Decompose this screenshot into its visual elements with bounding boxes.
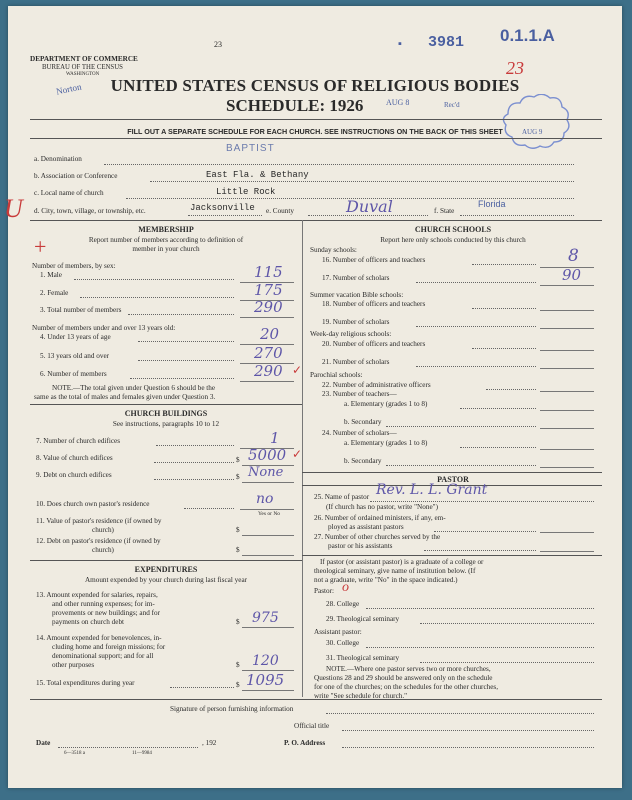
q20-answer-line (540, 350, 594, 351)
membership-note-2: same as the total of males and females given under Question 3. (34, 393, 216, 401)
q13-label-3: provements or new buildings; and for (52, 609, 160, 617)
final-note-1: NOTE.—Where one pastor serves two or more churches, (326, 665, 491, 673)
q15-answer-line (242, 690, 294, 691)
q24a-dots (460, 447, 536, 448)
stamp-number: 3981 (428, 34, 465, 51)
q14-label-4: other purposes (52, 661, 95, 669)
divider-top (30, 119, 602, 120)
q10-answer-line (240, 509, 294, 510)
q24b-label: b. Secondary (344, 457, 382, 465)
q17-value: 90 (562, 266, 582, 284)
q9-dollar: $ (236, 473, 240, 481)
q21-label: 21. Number of scholars (322, 358, 390, 366)
local-name-label: c. Local name of church (34, 189, 104, 197)
q15-label: 15. Total expenditures during year (36, 679, 135, 687)
schools-heading: CHURCH SCHOOLS (414, 225, 492, 234)
q27-dots (424, 550, 536, 551)
state-value: Florida (478, 199, 506, 209)
q30-label: 30. College (326, 639, 360, 647)
signature-label: Signature of person furnishing information (170, 705, 294, 713)
census-schedule-sheet (4, 6, 622, 788)
q1-dots (74, 279, 234, 280)
q2-value: 175 (254, 281, 283, 299)
q18-label: 18. Number of officers and teachers (322, 300, 426, 308)
q14-label-3: denominational support; and for all (52, 652, 154, 660)
q25-note: (If church has no pastor, write "None") (326, 503, 438, 511)
state-line (460, 215, 574, 216)
q24a-answer-line (540, 449, 594, 450)
q14-label-1: 14. Amount expended for benevolences, in- (36, 634, 162, 642)
q2-dots (80, 297, 234, 298)
form-code: 6—3518 a (64, 751, 85, 756)
q24b-answer-line (540, 467, 594, 468)
q27-label-2: pastor or his assistants (328, 542, 393, 550)
q16-dots (472, 264, 536, 265)
signature-line (326, 713, 594, 714)
form-number-top: 23 (214, 40, 222, 49)
q16-label: 16. Number of officers and teachers (322, 256, 426, 264)
q7-label: 7. Number of church edifices (36, 437, 121, 445)
city-line (188, 215, 262, 216)
divider-grid-top (30, 220, 602, 221)
q3-answer-line (240, 317, 294, 318)
final-note-3: for one of the churches; on the schedules for the other churches, (314, 683, 499, 691)
q4-label: 4. Under 13 years of age (40, 333, 111, 341)
q10-hint: Yes or No (258, 511, 281, 517)
city-name: WASHINGTON (66, 72, 100, 77)
county-label: e. County (266, 207, 294, 215)
expenditures-sub: Amount expended by your church during last fiscal year (84, 576, 248, 584)
received-label: Rec'd (444, 101, 460, 109)
q23a-label: a. Elementary (grades 1 to 8) (344, 400, 428, 408)
q14-label-2: cluding home and foreign missions; for (52, 643, 166, 651)
cloud-stamp-date: AUG 9 (522, 128, 543, 136)
q11-label-2: church) (92, 526, 114, 534)
summer-label: Summer vacation Bible schools: (310, 291, 404, 299)
q8-label: 8. Value of church edifices (36, 454, 113, 462)
membership-note-1: NOTE.—The total given under Question 6 should be the (52, 384, 216, 392)
q12-label-1: 12. Debt on pastor's residence (if owned by (36, 537, 161, 545)
divider-buildings (30, 404, 302, 405)
official-title-label: Official title (294, 722, 330, 730)
q12-answer-line (242, 555, 294, 556)
date-line (58, 747, 198, 748)
q28-label: 28. College (326, 600, 360, 608)
q9-dots (154, 479, 234, 480)
q23b-label: b. Secondary (344, 418, 382, 426)
pastor-sub-label: Pastor: (314, 587, 334, 595)
q29-label: 29. Theological seminary (326, 615, 400, 623)
q3-label: 3. Total number of members (40, 306, 122, 314)
denomination-line (104, 164, 574, 165)
q16-value: 8 (568, 246, 579, 266)
q26-label-2: ployed as assistant pastors (328, 523, 404, 531)
received-cloud-stamp (494, 94, 570, 150)
q11-dollar: $ (236, 526, 240, 534)
local-name-value: Little Rock (216, 187, 276, 197)
q24b-dots (386, 465, 536, 466)
department-name: DEPARTMENT OF COMMERCE (30, 55, 138, 63)
q8-value: 5000 (248, 446, 287, 464)
divider-instructions (30, 138, 602, 139)
buildings-heading: CHURCH BUILDINGS (124, 409, 208, 418)
q6-checkmark: ✓ (292, 363, 303, 377)
norton-stamp: Norton (55, 81, 83, 97)
q6-dots (130, 378, 234, 379)
q20-dots (472, 348, 536, 349)
q6-label: 6. Number of members (40, 370, 107, 378)
membership-heading: MEMBERSHIP (138, 225, 194, 234)
weekday-label: Week-day religious schools: (310, 330, 392, 338)
q30-line (366, 647, 594, 648)
q24-label: 24. Number of scholars— (322, 429, 397, 437)
divider-pastor (302, 472, 602, 473)
q24a-label: a. Elementary (grades 1 to 8) (344, 439, 428, 447)
divider-footer (30, 699, 602, 700)
q1-value: 115 (254, 263, 283, 281)
expenditures-heading: EXPENDITURES (134, 565, 198, 574)
q26-dots (434, 531, 536, 532)
q2-label: 2. Female (40, 289, 69, 297)
q18-answer-line (540, 310, 594, 311)
q23a-answer-line (540, 410, 594, 411)
official-title-line (342, 730, 594, 731)
q12-label-2: church) (92, 546, 114, 554)
city-value: Jacksonville (190, 203, 255, 213)
q4-value: 20 (260, 325, 280, 343)
q26-label-1: 26. Number of ordained ministers, if any, em- (314, 514, 446, 522)
q5-dots (138, 360, 234, 361)
q13-answer-line (242, 627, 294, 628)
q25-line (370, 501, 594, 502)
q5-label: 5. 13 years old and over (40, 352, 110, 360)
pastor-heading: PASTOR (437, 475, 469, 484)
q11-answer-line (242, 535, 294, 536)
q22-dots (486, 389, 536, 390)
center-column-divider (302, 220, 303, 697)
q27-answer-line (540, 551, 594, 552)
margin-mark-plus: + (34, 234, 47, 259)
by-sex-label: Number of members, by sex: (32, 262, 116, 270)
county-line (308, 215, 428, 216)
q13-label-1: 13. Amount expended for salaries, repairs, (36, 591, 158, 599)
q19-dots (416, 326, 536, 327)
schools-intro: Report here only schools conducted by this church (380, 236, 526, 244)
q15-dollar: $ (236, 681, 240, 689)
po-address-label: P. O. Address (284, 739, 326, 747)
corner-code: 0.1.1.A (500, 26, 555, 45)
grad-note-3: not a graduate, write "No" in the space indicated.) (314, 576, 458, 584)
bureau-name: BUREAU OF THE CENSUS (42, 64, 123, 71)
date-year: , 192 (202, 739, 217, 747)
q10-value: no (256, 491, 274, 507)
association-label: b. Association or Conference (34, 172, 118, 180)
q13-label-4: payments on church debt (52, 618, 125, 626)
q6-answer-line (240, 381, 294, 382)
q31-label: 31. Theological seminary (326, 654, 400, 662)
q23b-answer-line (540, 428, 594, 429)
q21-dots (416, 366, 536, 367)
grad-note-1: If pastor (or assistant pastor) is a graduate of a college or (320, 558, 484, 566)
q19-label: 19. Number of scholars (322, 318, 390, 326)
denomination-value: BAPTIST (226, 143, 275, 154)
q27-label-1: 27. Number of other churches served by the (314, 533, 441, 541)
print-code: 11—9984 (132, 751, 152, 756)
q20-label: 20. Number of officers and teachers (322, 340, 426, 348)
q22-label: 22. Number of administrative officers (322, 381, 431, 389)
parochial-label: Parochial schools: (310, 371, 363, 379)
sunday-label: Sunday schools: (310, 246, 357, 254)
association-value: East Fla. & Bethany (206, 170, 309, 180)
q19-answer-line (540, 328, 594, 329)
association-line (150, 181, 574, 182)
q10-label: 10. Does church own pastor's residence (36, 500, 150, 508)
q21-answer-line (540, 368, 594, 369)
q15-value: 1095 (246, 671, 285, 689)
q17-label: 17. Number of scholars (322, 274, 390, 282)
instructions-banner: FILL OUT A SEPARATE SCHEDULE FOR EACH CHURCH. SEE INSTRUCTIONS ON THE BACK OF THIS SHEET (127, 127, 503, 136)
q1-label: 1. Male (40, 271, 62, 279)
po-address-line (342, 747, 594, 748)
membership-intro-1: Report number of members according to definition of (88, 236, 244, 244)
q12-dollar: $ (236, 546, 240, 554)
q23-label: 23. Number of teachers— (322, 390, 397, 398)
q31-line (420, 662, 594, 663)
q3-value: 290 (254, 298, 283, 316)
final-note-4: write "See schedule for church." (314, 692, 408, 700)
q15-dots (170, 687, 234, 688)
final-note-2: Questions 28 and 29 should be answered only on the schedule (314, 674, 493, 682)
q9-value: None (248, 465, 284, 480)
red-number: 23 (506, 58, 524, 78)
q13-label-2: and other running expenses; for im- (52, 600, 155, 608)
q7-dots (156, 445, 234, 446)
county-value: Duval (346, 197, 393, 216)
buildings-sub: See instructions, paragraphs 10 to 12 (112, 420, 220, 428)
denomination-label: a. Denomination (34, 155, 82, 163)
q8-dots (154, 462, 234, 463)
assistant-pastor-label: Assistant pastor: (314, 628, 362, 636)
q25-label: 25. Name of pastor (314, 493, 370, 501)
membership-intro-2: member in your church (132, 245, 200, 253)
received-stamp: AUG 8 (386, 98, 410, 107)
q10-dots (184, 508, 234, 509)
state-label: f. State (434, 207, 455, 215)
q14-value: 120 (252, 653, 279, 669)
grad-note-2: theological seminary, give name of institution below. (If (314, 567, 476, 575)
pastor-mark: o (342, 580, 349, 595)
q4-dots (138, 341, 234, 342)
q8-dollar: $ (236, 456, 240, 464)
q26-answer-line (540, 532, 594, 533)
q13-dollar: $ (236, 618, 240, 626)
q9-answer-line (242, 482, 294, 483)
q8-checkmark: ✓ (292, 447, 303, 461)
q3-dots (128, 314, 234, 315)
q14-dollar: $ (236, 661, 240, 669)
q6-value: 290 (254, 362, 283, 380)
q25-value: Rev. L. L. Grant (376, 482, 488, 498)
q29-line (420, 623, 594, 624)
divider-graduate (302, 555, 602, 556)
q28-line (366, 608, 594, 609)
q5-value: 270 (254, 344, 283, 362)
q17-answer-line (540, 285, 594, 286)
q13-value: 975 (252, 610, 279, 626)
schedule-title: SCHEDULE: 1926 (226, 96, 364, 115)
divider-expenditures (30, 560, 302, 561)
city-label: d. City, town, village, or township, etc. (34, 207, 146, 215)
q9-label: 9. Debt on church edifices (36, 471, 112, 479)
q23b-dots (386, 426, 536, 427)
margin-mark-u: U (4, 194, 23, 223)
date-label: Date (36, 739, 51, 747)
stamp-bullet: ▪ (398, 38, 402, 50)
q17-dots (416, 282, 536, 283)
form-title: UNITED STATES CENSUS OF RELIGIOUS BODIES (110, 76, 520, 95)
q7-value: 1 (270, 429, 280, 447)
by-age-label: Number of members under and over 13 years old: (32, 324, 176, 332)
q22-answer-line (540, 391, 594, 392)
q18-dots (472, 308, 536, 309)
q11-label-1: 11. Value of pastor's residence (if owned by (36, 517, 162, 525)
q23a-dots (460, 408, 536, 409)
